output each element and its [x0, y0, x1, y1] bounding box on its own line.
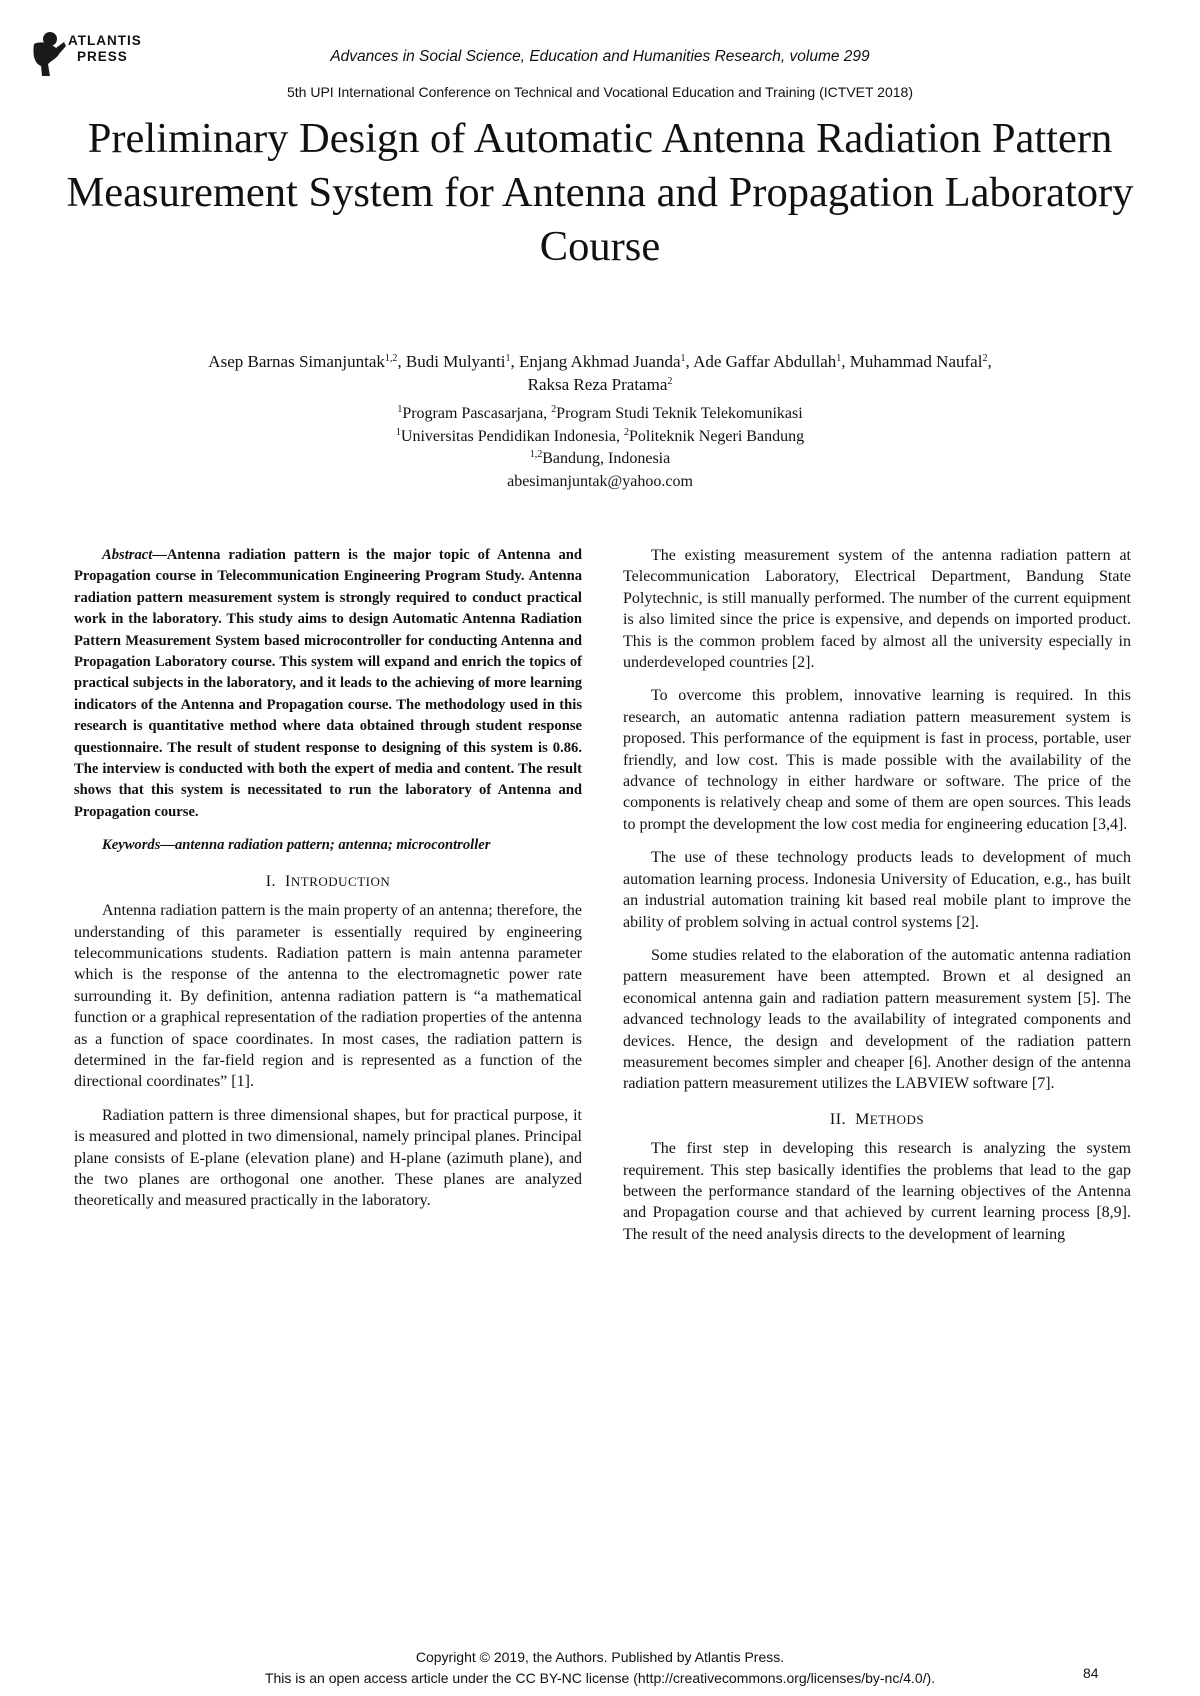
affiliation-text: Politeknik Negeri Bandung — [628, 427, 805, 445]
author-affiliation-mark: 2 — [982, 353, 988, 364]
paragraph: Radiation pattern is three dimensional shapes, but for practical purpose, it is measured and plotted in two dimensional, namely principal planes. Principal plane consists of E-plane (elevation plane) and H-plane (azimuth plane), and the two planes are orthogonal one another. These planes are analyzed theoretically and measured practically in the laboratory. — [74, 1106, 582, 1210]
paragraph: The use of these technology products leads to development of much automation learning process. Indonesia University of Education, e.g., has built an industrial automation training kit based real mobile plant to improve the ability of problem solving in actual control systems [2]. — [623, 849, 1131, 931]
affiliation-mark: 2 — [623, 426, 629, 438]
keywords-label: Keywords — [102, 837, 161, 854]
atlas-figure-icon — [28, 30, 68, 78]
abstract-label: Abstract — [102, 547, 153, 563]
paper-title: Preliminary Design of Automatic Antenna Radiation Pattern Measurement System for Antenna and Propagation Laboratory Course — [66, 115, 1134, 270]
author-affiliation-mark: 1 — [505, 353, 511, 364]
affiliation-text: Program Studi Teknik Telekomunikasi — [556, 405, 803, 422]
author-affiliation-mark: 1 — [680, 353, 686, 364]
keywords — [74, 835, 582, 856]
affiliation-mark: 1 — [397, 404, 403, 415]
author-affiliation-mark: 1 — [836, 353, 842, 364]
footer — [150, 1647, 1050, 1689]
license-line[interactable]: This is an open access article under the CC BY-NC license (http://creativecommons.org/licenses/by-nc/4.0/). — [264, 1670, 936, 1686]
publisher-logo — [28, 30, 163, 78]
author-name: Raksa Reza Pratama — [527, 375, 668, 394]
paragraph: Some studies related to the elaboration of the automatic antenna radiation pattern measurement have been attempted. Brown et al designed an economical antenna gain and radiation pattern measurement system [5]. The advanced technology leads to the availability of integrated components and devices. Hence, the design and development of the radiation pattern measurement becomes simpler and cheaper [6]. Another design of the antenna radiation pattern measurement utilizes the LABVIEW software [7]. — [623, 946, 1131, 1093]
affiliation-text: Universitas Pendidikan Indonesia, — [400, 427, 624, 445]
section-number: I. — [265, 872, 277, 890]
author-name: Budi Mulyanti — [405, 352, 506, 371]
logo-text — [68, 33, 142, 65]
paragraph: The existing measurement system of the antenna radiation pattern at Telecommunication Laboratory, Electrical Department, Bandung State Polytechnic, is still manually performed. The number of the current equipment is also limited since the price is expensive, and depends on imported product. This is the common problem faced by almost all the university especially in underdeveloped countries [2]. — [623, 547, 1131, 672]
author-name: Muhammad Naufal — [849, 352, 983, 371]
left-column — [74, 545, 582, 1224]
section-title-cap: M — [855, 1110, 870, 1128]
section-heading-methods — [623, 1109, 1131, 1130]
author-name: Enjang Akhmad Juanda — [519, 352, 681, 371]
affiliation-mark: 2 — [551, 404, 557, 415]
affiliation-mark: 1,2 — [529, 449, 543, 460]
section-title-rest: NTRODUCTION — [290, 873, 391, 889]
author-email[interactable]: abesimanjuntak@yahoo.com — [507, 472, 693, 490]
paragraph: Antenna radiation pattern is the main property of an antenna; therefore, the understanding of this parameter is essentially required by engineering telecommunications students. Radiation pattern is main antenna parameter which is the response of the antenna to the electromagnetic power rate surrounding it. By definition, antenna radiation pattern is “a mathematical function or a graphical representation of the radiation properties of the antenna as a function of space coordinates. In most cases, the radiation pattern is determined in the far-field region and is represented as a function of the directional coordinates” [1]. — [74, 902, 582, 1091]
right-column — [623, 545, 1131, 1257]
journal-line: Advances in Social Science, Education and Humanities Research, volume 299 — [330, 48, 870, 65]
copyright-line: Copyright © 2019, the Authors. Published by Atlantis Press. — [415, 1649, 785, 1665]
page-number: 84 — [1083, 1665, 1099, 1681]
paragraph: The first step in developing this research is analyzing the system requirement. This step basically identifies the problems that lead to the gap between the performance standard of the learning objectives of the Antenna and Propagation course and that achieved by current learning process [8,9]. The result of the need analysis directs to the development of learning — [623, 1140, 1131, 1243]
affiliation-text: Bandung, Indonesia — [542, 450, 671, 467]
affiliations — [200, 403, 1000, 493]
logo-line-1: ATLANTIS — [68, 33, 142, 48]
abstract — [74, 545, 582, 823]
section-number: II. — [829, 1110, 847, 1128]
author-affiliation-mark: 1,2 — [384, 353, 398, 364]
affiliation-mark: 1 — [395, 426, 401, 438]
conference-line: 5th UPI International Conference on Technical and Vocational Education and Training (ICTVET 2018) — [287, 84, 913, 100]
author-affiliation-mark: 2 — [667, 376, 673, 387]
abstract-text: —Antenna radiation pattern is the major topic of Antenna and Propagation course in Telecommunication Engineering Program Study. Antenna radiation pattern measurement system is strongly required to conduct practical work in the laboratory. This study aims to design Automatic Antenna Radiation Pattern Measurement System based microcontroller for conducting Antenna and Propagation Laboratory course. This system will expand and enrich the topics of practical subjects in the laboratory, and it leads to the achieving of more learning indicators of the Antenna and Propagation course. The methodology used in this research is quantitative method where data obtained through student response questionnaire. The result of student response to designing of this system is 0.86. The interview is conducted with both the expert of media and content. The result shows that this system is necessitated to run the laboratory of Antenna and Propagation course. — [74, 547, 582, 820]
affiliation-line — [200, 403, 1000, 426]
section-title-rest: ETHODS — [869, 1111, 925, 1127]
section-heading-introduction — [74, 871, 582, 892]
author-name: Asep Barnas Simanjuntak — [208, 352, 385, 371]
paragraph: To overcome this problem, innovative learning is required. In this research, an automatic antenna radiation pattern measurement system is proposed. This performance of the equipment is fast in process, portable, user friendly, and low cost. This is made possible with the availability of the advance of technology in either hardware or software. The price of the components is relatively cheap and some of them are open sources. This leads to prompt the development the low cost media for engineering education [3,4]. — [623, 687, 1131, 833]
section-title-cap: I — [285, 872, 291, 890]
affiliation-line — [200, 426, 1000, 449]
author-list: Asep Barnas Simanjuntak$^{1,2}$, Budi Mulyanti$^1$, Enjang Akhmad Juanda$^1$, Ade Gaffar Abdullah$^1$, Muhammad Naufal$^2$, Raksa Reza Pratama$^2$ — [208, 352, 992, 394]
author-name: Ade Gaffar Abdullah — [693, 352, 837, 371]
logo-line-2: PRESS — [77, 49, 128, 64]
keywords-text: —antenna radiation pattern; antenna; microcontroller — [160, 837, 491, 854]
affiliation-line — [200, 448, 1000, 471]
affiliation-text: Program Pascasarjana, — [402, 405, 552, 422]
